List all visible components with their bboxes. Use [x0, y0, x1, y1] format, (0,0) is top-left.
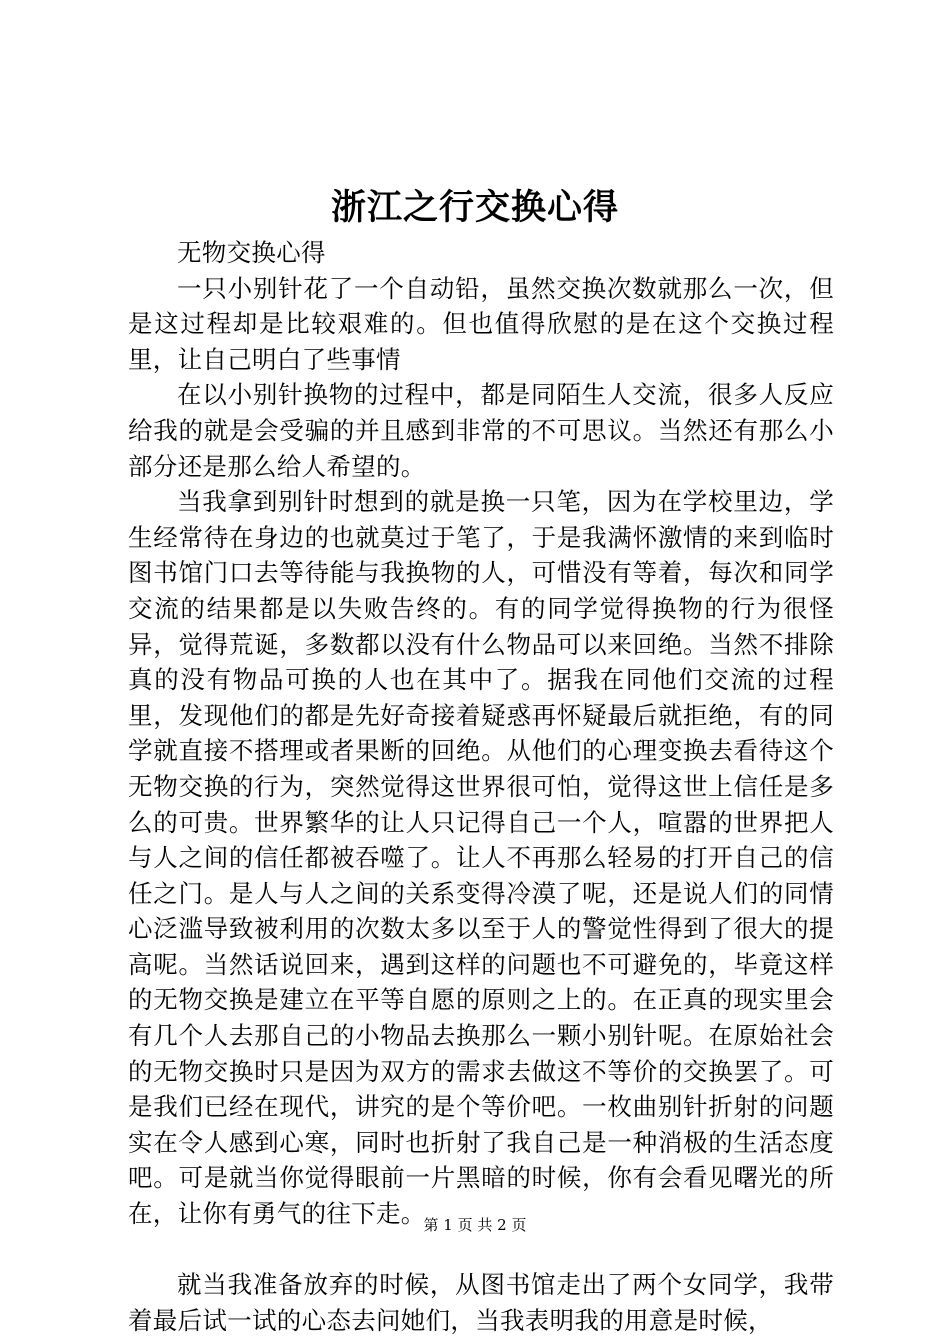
paragraph-3: 当我拿到别针时想到的就是换一只笔，因为在学校里边，学生经常待在身边的也就莫过于笔了，于是我满怀激情的来到临时图书馆门口去等待能与我换物的人，可惜没有等着，每次和同学交流的结果都是以失败告终的。有的同学觉得换物的行为很怪异，觉得荒诞，多数都以没有什么物品可以来回绝。当然不排除真的没有物品可换的人也在其中了。据我在同他们交流的过程里，发现他们的都是先好奇接着疑惑再怀疑最后就拒绝，有的同学就直接不搭理或者果断的回绝。从他们的心理变换去看待这个无物交换的行为，突然觉得这世界很可怕，觉得这世上信任是多么的可贵。世界繁华的让人只记得自己一个人，喧嚣的世界把人与人之间的信任都被吞噬了。让人不再那么轻易的打开自己的信任之门。是人与人之间的关系变得冷漠了呢，还是说人们的同情心泛滥导致被利用的次数太多以至于人的警觉性得到了很大的提高呢。当然话说回来，遇到这样的问题也不可避免的，毕竟这样的无物交换是建立在平等自愿的原则之上的。在正真的现实里会有几个人去那自己的小物品去换那么一颗小别针呢。在原始社会的无物交换时只是因为双方的需求去做这不等价的交换罢了。可是我们已经在现代，讲究的是个等价吧。一枚曲别针折射的问题实在令人感到心寒，同时也折射了我自己是一种消极的生活态度吧。可是就当你觉得眼前一片黑暗的时候，你有会看见曙光的所在，让你有勇气的往下走。 [128, 487, 834, 1229]
document-title: 浙江之行交换心得 [330, 187, 619, 228]
document-body [128, 235, 834, 1338]
paragraph-heading: 无物交换心得 [177, 238, 326, 267]
paragraph-4: 就当我准备放弃的时候，从图书馆走出了两个女同学，我带着最后试一试的心态去问她们，当我表明我的用意是时候， [128, 1270, 834, 1335]
paragraph-1: 一只小别针花了一个自动铅，虽然交换次数就那么一次，但是这过程却是比较艰难的。但也值得欣慰的是在这个交换过程里，让自己明白了些事情 [128, 273, 834, 374]
paragraph-2: 在以小别针换物的过程中，都是同陌生人交流，很多人反应给我的就是会受骗的并且感到非常的不可思议。当然还有那么小部分还是那么给人希望的。 [128, 380, 834, 481]
page-footer: 第 1 页 共 2 页 [423, 1216, 527, 1234]
